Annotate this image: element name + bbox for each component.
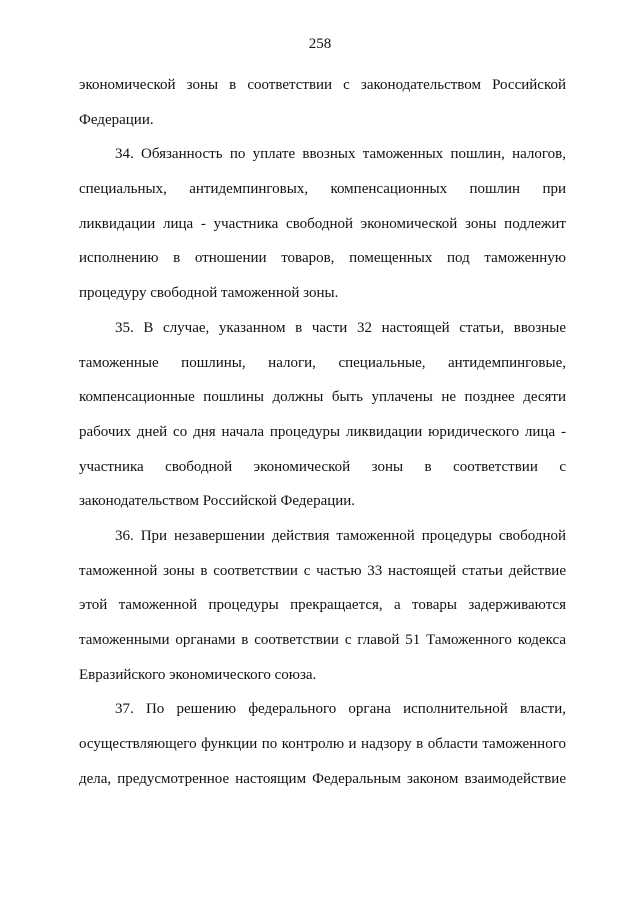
text-line: 35. В случае, указанном в части 32 настоящей статьи, ввозные	[115, 319, 566, 336]
text-line: осуществляющего функции по контролю и надзору в области таможенного	[79, 736, 566, 753]
text-line: таможенными органами в соответствии с главой 51 Таможенного кодекса	[79, 632, 566, 648]
text-line: ликвидации лица - участника свободной экономической зоны подлежит	[79, 215, 566, 232]
paragraph	[79, 519, 566, 692]
text-line: 37. По решению федерального органа исполнительной власти,	[115, 701, 566, 718]
text-line: компенсационные пошлины должны быть уплачены не позднее десяти	[79, 389, 566, 406]
text-line: таможенные пошлины, налоги, специальные, антидемпинговые,	[79, 354, 566, 371]
text-line: 34. Обязанность по уплате ввозных таможенных пошлин, налогов,	[115, 146, 566, 163]
text-line: дела, предусмотренное настоящим Федеральным законом взаимодействие	[79, 770, 566, 787]
text-line: Евразийского экономического союза.	[79, 666, 317, 683]
paragraph	[79, 68, 566, 137]
text-line: 36. При незавершении действия таможенной процедуры свободной	[115, 527, 566, 544]
text-line: экономической зоны в соответствии с законодательством Российской	[79, 77, 566, 93]
text-line: Федерации.	[79, 111, 154, 128]
text-line: специальных, антидемпинговых, компенсационных пошлин при	[79, 181, 566, 198]
text-line: законодательством Российской Федерации.	[79, 493, 356, 510]
paragraph	[79, 137, 566, 310]
paragraph	[79, 311, 566, 519]
document-body	[79, 68, 566, 796]
text-line: исполнению в отношении товаров, помещенных под таможенную	[79, 250, 566, 267]
text-line: таможенной зоны в соответствии с частью 33 настоящей статьи действие	[79, 562, 566, 579]
page-number: 258	[308, 36, 332, 52]
text-line: процедуру свободной таможенной зоны.	[79, 285, 339, 302]
text-line: этой таможенной процедуры прекращается, а товары задерживаются	[79, 597, 566, 614]
paragraph	[79, 692, 566, 796]
text-line: рабочих дней со дня начала процедуры ликвидации юридического лица -	[79, 423, 566, 440]
text-line: участника свободной экономической зоны в соответствии с	[79, 458, 566, 475]
